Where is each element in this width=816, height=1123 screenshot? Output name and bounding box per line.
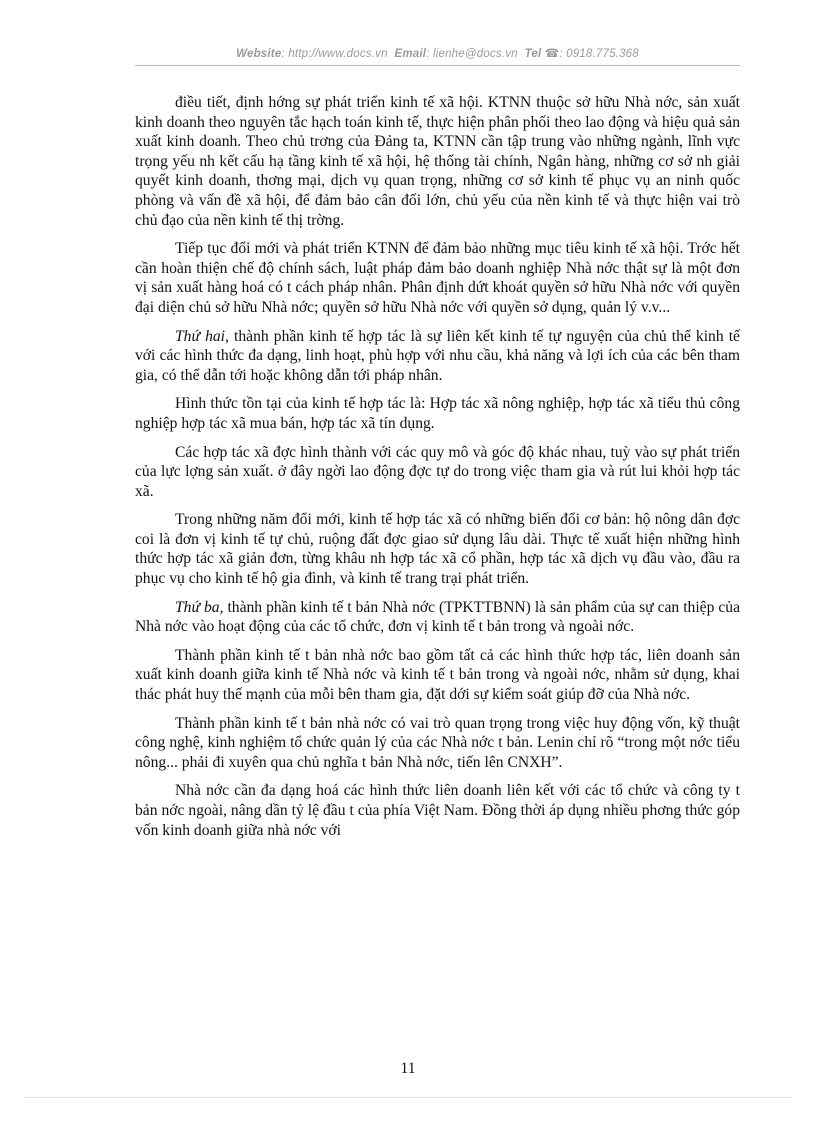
paragraph-lead: Thứ hai — [175, 327, 226, 345]
document-body — [135, 93, 740, 849]
page-header — [135, 46, 740, 60]
paragraph-4: Hình thức tồn tại của kinh tế hợp tác là: Hợp tác xã nông nghiệp, hợp tác xã tiểu thủ công nghiệp hợp tác xã mua bán, hợp tác xã tín dụng. — [135, 395, 740, 432]
email-value: : lienhe@docs.vn — [426, 48, 518, 60]
footer-rule — [25, 1097, 791, 1098]
email-label: Email — [394, 48, 427, 60]
tel-value: : 0918.775.368 — [559, 48, 639, 60]
paragraph-2: Tiếp tục đổi mới và phát triển KTNN để đảm bảo những mục tiêu kinh tế xã hội. Trớc hết cần hoàn thiện chế độ chính sách, luật pháp đảm bảo doanh nghiệp Nhà nớc thật sự là một đơn vị sản xuất hàng hoá có t cách pháp nhân. Phân định dứt khoát quyền sở hữu Nhà nớc với quyền đại diện chủ sở hữu Nhà nớc; quyền sở hữu Nhà nớc với quyền sở dụng, quản lý v.v... — [135, 240, 740, 316]
phone-icon: ☎ — [544, 48, 560, 60]
tel-label: Tel — [524, 48, 542, 60]
paragraph-lead: Thứ ba — [175, 598, 220, 616]
header-rule — [135, 65, 740, 66]
website-value: : http://www.docs.vn — [281, 48, 388, 60]
paragraph-1: điều tiết, định hớng sự phát triển kinh tế xã hội. KTNN thuộc sở hữu Nhà nớc, sản xuất kinh doanh theo nguyên tắc hạch toán kinh tế, thực hiện phân phối theo lao động và hiệu quả sản xuất kinh doanh. Theo chủ trơng của Đảng ta, KTNN cần tập trung vào những ngành, lĩnh vực trọng yếu nh kết cấu hạ tầng kinh tế xã hội, hệ thống tài chính, Ngân hàng, những cơ sở nh giải quyết kinh doanh, thơng mại, dịch vụ quan trọng, những cơ sở kinh tế phục vụ an ninh quốc phòng và vấn đề xã hội, để đảm bảo cân đối lớn, chủ yếu của nền kinh tế và thực hiện vai trò chủ đạo của nền kinh tế thị trờng. — [135, 94, 740, 229]
paragraph-6: Trong những năm đổi mới, kinh tế hợp tác xã có những biến đổi cơ bản: hộ nông dân đợc coi là đơn vị kinh tế tự chủ, ruộng đất đợc giao sử dụng lâu dài. Thực tế xuất hiện những hình thức hợp tác xã giản đơn, từng khâu nh hợp tác xã cổ phần, hợp tác xã dịch vụ đầu vào, đầu ra phục vụ cho kinh tế hộ gia đình, và kinh tế trang trại phát triển. — [135, 511, 740, 588]
paragraph-3: Thứ hai, thành phần kinh tế hợp tác là sự liên kết kinh tế tự nguyện của chủ thể kinh tế với các hình thức đa dạng, linh hoạt, phù hợp với nhu cầu, khả năng và lợi ích của các bên tham gia, có thể dẫn tới hoặc không dẫn tới pháp nhân. — [135, 327, 740, 384]
paragraph-8: Thành phần kinh tế t bản nhà nớc bao gồm tất cả các hình thức hợp tác, liên doanh sản xuất kinh doanh giữa kinh tế Nhà nớc và kinh tế t bản trong và ngoài nớc, nhằm sử dụng, khai thác phát huy thế mạnh của mỗi bên tham gia, đặt dới sự kiểm soát giúp đỡ của Nhà nớc. — [135, 646, 740, 704]
website-label: Website — [236, 48, 282, 60]
paragraph-9: Thành phần kinh tế t bản nhà nớc có vai trò quan trọng trong việc huy động vốn, kỹ thuật công nghệ, kinh nghiệm tổ chức quản lý của các Nhà nớc t bản. Lenin chỉ rõ “trong một nớc tiểu nông... phải đi xuyên qua chủ nghĩa t bản Nhà nớc, tiến lên CNXH”. — [135, 714, 740, 771]
paragraph-10: Nhà nớc cần đa dạng hoá các hình thức liên doanh liên kết với các tổ chức và công ty t bản nớc ngoài, nâng dần tỷ lệ đầu t của phía Việt Nam. Đồng thời áp dụng nhiều phơng thức góp vốn kinh doanh giữa nhà nớc với — [135, 782, 740, 839]
page-number: 11 — [400, 1060, 416, 1077]
paragraph-7: Thứ ba, thành phần kinh tế t bản Nhà nớc (TPKTTBNN) là sản phẩm của sự can thiệp của Nhà nớc vào hoạt động của các tổ chức, đơn vị kinh tế t bản trong và ngoài nớc. — [135, 598, 740, 636]
paragraph-5: Các hợp tác xã đợc hình thành với các quy mô và góc độ khác nhau, tuỳ vào sự phát triển của lực lợng sản xuất. ở đây ngời lao động đợc tự do trong việc tham gia và rút lui khỏi hợp tác xã. — [135, 443, 740, 500]
